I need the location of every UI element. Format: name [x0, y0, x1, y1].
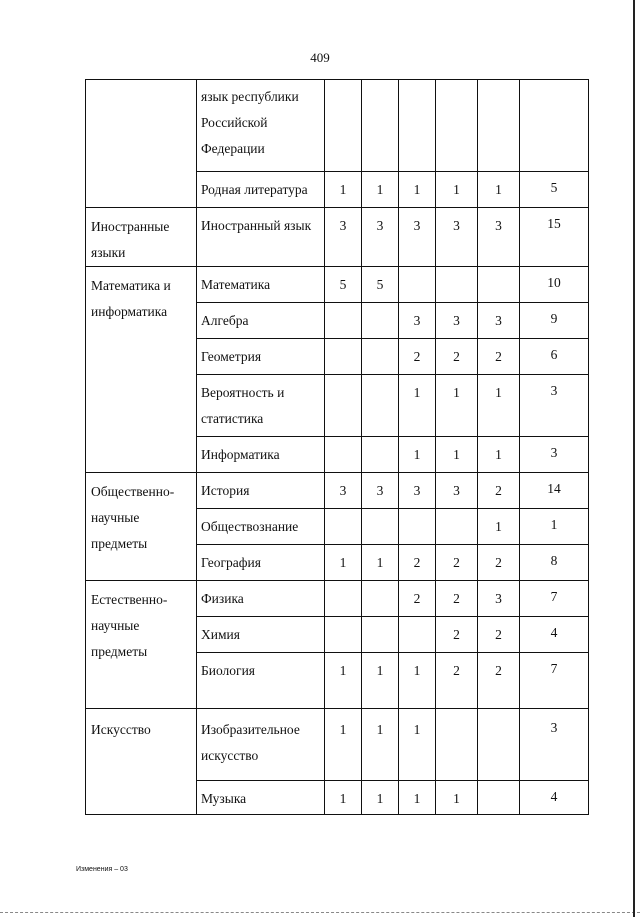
subject-area-cell: Естественно-научные предметы: [86, 581, 197, 709]
subject-name-cell: География: [197, 545, 325, 581]
subject-name-cell: Родная литература: [197, 172, 325, 208]
grade-hours-cell: 1: [362, 653, 399, 709]
grade-hours-cell: 2: [478, 545, 520, 581]
total-hours-cell: [520, 80, 589, 172]
grade-hours-cell: 1: [478, 509, 520, 545]
total-hours-cell: 7: [520, 653, 589, 709]
subject-name-cell: Музыка: [197, 781, 325, 815]
grade-hours-cell: 3: [399, 303, 436, 339]
grade-hours-cell: [399, 80, 436, 172]
grade-hours-cell: 3: [478, 208, 520, 267]
table-row: [86, 80, 589, 172]
subject-name-cell: Математика: [197, 267, 325, 303]
grade-hours-cell: 2: [436, 617, 478, 653]
grade-hours-cell: 2: [436, 545, 478, 581]
grade-hours-cell: 1: [362, 172, 399, 208]
grade-hours-cell: [399, 509, 436, 545]
total-hours-cell: 8: [520, 545, 589, 581]
grade-hours-cell: 2: [399, 545, 436, 581]
subject-area-cell: Общественно-научные предметы: [86, 473, 197, 581]
grade-hours-cell: 1: [399, 709, 436, 781]
grade-hours-cell: [362, 617, 399, 653]
grade-hours-cell: [436, 80, 478, 172]
grade-hours-cell: 1: [362, 709, 399, 781]
grade-hours-cell: 1: [325, 653, 362, 709]
grade-hours-cell: 1: [325, 781, 362, 815]
grade-hours-cell: 3: [325, 208, 362, 267]
subject-name-cell: язык республики Российской Федерации: [197, 80, 325, 172]
page-number: 409: [310, 50, 330, 65]
total-hours-cell: 3: [520, 709, 589, 781]
table-body: [86, 80, 589, 815]
subject-name-cell: Обществознание: [197, 509, 325, 545]
subject-name-cell: Информатика: [197, 437, 325, 473]
grade-hours-cell: 1: [325, 709, 362, 781]
grade-hours-cell: 3: [436, 473, 478, 509]
grade-hours-cell: 1: [399, 781, 436, 815]
grade-hours-cell: 3: [399, 473, 436, 509]
grade-hours-cell: 3: [478, 581, 520, 617]
subject-name-cell: Физика: [197, 581, 325, 617]
grade-hours-cell: 3: [362, 473, 399, 509]
total-hours-cell: 4: [520, 617, 589, 653]
total-hours-cell: 9: [520, 303, 589, 339]
subject-name-cell: Биология: [197, 653, 325, 709]
grade-hours-cell: [436, 709, 478, 781]
subject-name-cell: Геометрия: [197, 339, 325, 375]
grade-hours-cell: 2: [436, 653, 478, 709]
grade-hours-cell: 1: [478, 172, 520, 208]
table-row: [86, 208, 589, 267]
grade-hours-cell: [325, 581, 362, 617]
table-row: [86, 473, 589, 509]
grade-hours-cell: 5: [325, 267, 362, 303]
table-row: [86, 581, 589, 617]
grade-hours-cell: [478, 267, 520, 303]
subject-name-cell: Иностранный язык: [197, 208, 325, 267]
grade-hours-cell: [399, 267, 436, 303]
subject-area-cell: Иностранные языки: [86, 208, 197, 267]
grade-hours-cell: [436, 267, 478, 303]
grade-hours-cell: 1: [436, 437, 478, 473]
grade-hours-cell: [362, 375, 399, 437]
subject-name-cell: Изобразительное искусство: [197, 709, 325, 781]
grade-hours-cell: [478, 781, 520, 815]
grade-hours-cell: 3: [478, 303, 520, 339]
subject-name-cell: Вероятность и статистика: [197, 375, 325, 437]
grade-hours-cell: [325, 339, 362, 375]
total-hours-cell: 4: [520, 781, 589, 815]
total-hours-cell: 10: [520, 267, 589, 303]
total-hours-cell: 5: [520, 172, 589, 208]
grade-hours-cell: 2: [478, 339, 520, 375]
grade-hours-cell: [362, 581, 399, 617]
grade-hours-cell: 2: [399, 339, 436, 375]
grade-hours-cell: 1: [325, 172, 362, 208]
grade-hours-cell: [478, 709, 520, 781]
subject-area-cell: [86, 80, 197, 208]
grade-hours-cell: 1: [436, 781, 478, 815]
curriculum-table: [85, 79, 589, 815]
subject-name-cell: Алгебра: [197, 303, 325, 339]
grade-hours-cell: 1: [399, 172, 436, 208]
total-hours-cell: 14: [520, 473, 589, 509]
subject-name-cell: История: [197, 473, 325, 509]
grade-hours-cell: [399, 617, 436, 653]
grade-hours-cell: 5: [362, 267, 399, 303]
grade-hours-cell: 3: [436, 208, 478, 267]
grade-hours-cell: 1: [362, 545, 399, 581]
grade-hours-cell: 1: [325, 545, 362, 581]
grade-hours-cell: 3: [362, 208, 399, 267]
grade-hours-cell: 3: [436, 303, 478, 339]
grade-hours-cell: 2: [436, 339, 478, 375]
grade-hours-cell: 1: [399, 437, 436, 473]
grade-hours-cell: 2: [478, 617, 520, 653]
grade-hours-cell: [362, 437, 399, 473]
grade-hours-cell: [325, 437, 362, 473]
grade-hours-cell: 3: [325, 473, 362, 509]
table-row: [86, 267, 589, 303]
grade-hours-cell: 2: [399, 581, 436, 617]
total-hours-cell: 7: [520, 581, 589, 617]
grade-hours-cell: [325, 617, 362, 653]
grade-hours-cell: [362, 80, 399, 172]
footer-note: Изменения – 03: [76, 866, 128, 873]
subject-area-cell: Математика и информатика: [86, 267, 197, 473]
table-row: [86, 709, 589, 781]
total-hours-cell: 3: [520, 375, 589, 437]
bottom-scan-line: [0, 912, 640, 914]
total-hours-cell: 3: [520, 437, 589, 473]
grade-hours-cell: 1: [436, 172, 478, 208]
right-scan-edge: [633, 0, 635, 917]
grade-hours-cell: 3: [399, 208, 436, 267]
grade-hours-cell: [325, 509, 362, 545]
grade-hours-cell: [478, 80, 520, 172]
grade-hours-cell: [325, 375, 362, 437]
grade-hours-cell: 1: [362, 781, 399, 815]
grade-hours-cell: 2: [478, 473, 520, 509]
grade-hours-cell: [325, 80, 362, 172]
grade-hours-cell: 1: [399, 375, 436, 437]
total-hours-cell: 6: [520, 339, 589, 375]
grade-hours-cell: 2: [436, 581, 478, 617]
grade-hours-cell: 2: [478, 653, 520, 709]
grade-hours-cell: 1: [399, 653, 436, 709]
grade-hours-cell: [362, 303, 399, 339]
grade-hours-cell: [362, 509, 399, 545]
subject-name-cell: Химия: [197, 617, 325, 653]
grade-hours-cell: [362, 339, 399, 375]
total-hours-cell: 1: [520, 509, 589, 545]
grade-hours-cell: [436, 509, 478, 545]
grade-hours-cell: 1: [436, 375, 478, 437]
grade-hours-cell: [325, 303, 362, 339]
grade-hours-cell: 1: [478, 375, 520, 437]
grade-hours-cell: 1: [478, 437, 520, 473]
total-hours-cell: 15: [520, 208, 589, 267]
subject-area-cell: Искусство: [86, 709, 197, 815]
